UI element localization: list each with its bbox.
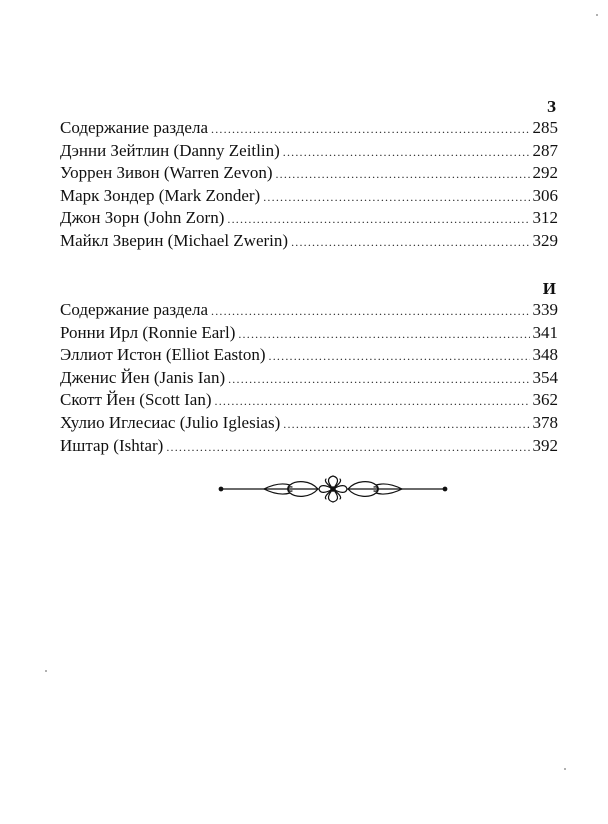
dot-leader [227, 208, 529, 231]
entry-title: Эллиот Истон (Elliot Easton) [60, 345, 266, 365]
entry-title: Ронни Ирл (Ronnie Earl) [60, 322, 236, 342]
entry-title: Майкл Зверин (Michael Zwerin) [60, 230, 289, 250]
entry-title: Содержание раздела [60, 118, 209, 137]
toc-entry[interactable] [60, 230, 558, 253]
dot-leader [275, 163, 529, 186]
toc-entry[interactable] [60, 412, 558, 435]
toc-section-z [60, 97, 558, 253]
dot-leader [228, 368, 529, 391]
entry-page-number: 341 [532, 322, 558, 342]
floral-divider-icon [218, 474, 448, 504]
entry-page-number: 306 [532, 185, 558, 205]
toc-entry[interactable] [60, 162, 558, 185]
dot-leader [211, 118, 529, 141]
section-letter: И [542, 279, 556, 298]
toc-entry[interactable] [60, 344, 558, 367]
entry-title: Иштар (Ishtar) [60, 435, 164, 455]
section-letter: З [547, 97, 556, 116]
entry-title: Хулио Иглесиас (Julio Iglesias) [60, 412, 281, 432]
dot-leader [263, 186, 529, 209]
entry-page-number: 354 [532, 367, 558, 387]
entry-page-number: 392 [532, 435, 558, 455]
toc-entry[interactable] [60, 435, 558, 458]
scan-speck [596, 14, 598, 16]
toc-list [60, 117, 558, 253]
toc-entry[interactable] [60, 322, 558, 345]
toc-entry[interactable] [60, 299, 558, 322]
entry-page-number: 329 [532, 230, 558, 250]
entry-page-number: 312 [532, 208, 558, 228]
scan-speck [45, 670, 47, 672]
entry-page-number: 287 [532, 140, 558, 160]
dot-leader [215, 390, 530, 413]
entry-page-number: 362 [532, 390, 558, 410]
entry-title: Содержание раздела [60, 300, 209, 319]
entry-title: Марк Зондер (Mark Zonder) [60, 185, 261, 205]
dot-leader [211, 300, 529, 323]
toc-entry[interactable] [60, 117, 558, 140]
dot-leader [166, 436, 529, 459]
entry-title: Дэнни Зейтлин (Danny Zeitlin) [60, 140, 280, 160]
toc-entry[interactable] [60, 207, 558, 230]
entry-page-number: 285 [532, 118, 558, 137]
toc-entry[interactable] [60, 389, 558, 412]
dot-leader [238, 323, 529, 346]
entry-title: Джон Зорн (John Zorn) [60, 208, 225, 228]
dot-leader [283, 413, 529, 436]
dot-leader [283, 141, 530, 164]
entry-title: Дженис Йен (Janis Ian) [60, 367, 226, 387]
toc-entry[interactable] [60, 367, 558, 390]
toc-entry[interactable] [60, 140, 558, 163]
toc-section-i [60, 279, 558, 457]
entry-page-number: 378 [532, 412, 558, 432]
entry-page-number: 339 [532, 300, 558, 319]
dot-leader [269, 345, 530, 368]
toc-entry[interactable] [60, 185, 558, 208]
dot-leader [291, 231, 529, 254]
entry-title: Уоррен Зивон (Warren Zevon) [60, 163, 273, 183]
entry-page-number: 292 [532, 163, 558, 183]
entry-page-number: 348 [532, 345, 558, 365]
scan-speck [564, 768, 566, 770]
toc-list [60, 299, 558, 457]
entry-title: Скотт Йен (Scott Ian) [60, 390, 212, 410]
